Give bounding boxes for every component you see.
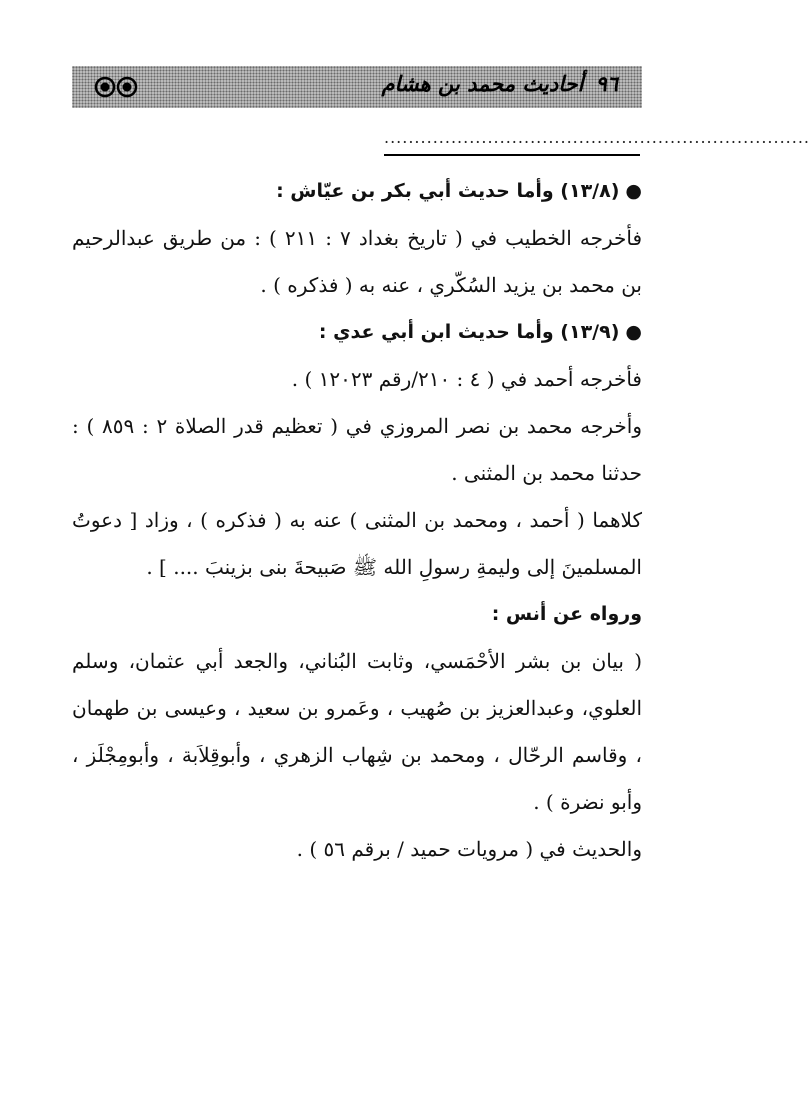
section-heading-text: (١٣/٨) وأما حديث أبي بكر بن عيّاش :	[276, 180, 620, 202]
subheading: ورواه عن أنس :	[491, 603, 642, 625]
page-number: ٩٦	[595, 72, 618, 96]
paragraph: فأخرجه الخطيب في ( تاريخ بغداد ٧ : ٢١١ ) : من طريق عبدالرحيم بن محمد بن يزيد السُكّري ، عنه به ( فذكره ) .	[72, 226, 642, 297]
bullet-icon: ●	[625, 180, 642, 202]
running-head	[381, 72, 618, 96]
book-title: أحاديث محمد بن هشام	[381, 72, 584, 96]
bullet-icon: ●	[625, 321, 642, 343]
header-rule	[384, 154, 640, 156]
section-heading	[72, 168, 642, 215]
section-heading-text: (١٣/٩) وأما حديث ابن أبي عدي :	[318, 321, 620, 343]
paragraph: ( بيان بن بشر الأحْمَسي، وثابت البُناني، والجعد أبي عثمان، وسلم العلوي، وعبدالعزيز بن صُهيب ، وعَمرو بن سعيد ، وعيسى بن طهمان ، وقاسم الرحّال ، ومحمد بن شِهاب الزهري ، وأبوقِلاَبة ، وأبومِجْلَز ، وأبو نضرة ) .	[72, 649, 642, 814]
page-body	[72, 168, 642, 873]
dot-leader: ......................................................................	[384, 128, 810, 147]
paragraph: وأخرجه محمد بن نصر المروزي في ( تعظيم قدر الصلاة ٢ : ٨٥٩ ) : حدثنا محمد بن المثنى .	[72, 414, 642, 485]
page-header	[72, 66, 642, 108]
section-heading	[72, 309, 642, 356]
paragraph: فأخرجه أحمد في ( ٤ : ٢١٠/رقم ١٢٠٢٣ ) .	[291, 367, 642, 391]
paragraph: كلاهما ( أحمد ، ومحمد بن المثنى ) عنه به ( فذكره ) ، وزاد [ دعوتُ المسلمينَ إلى وليمةِ رسولِ الله ﷺ صَبيحةَ بنى بزينبَ .... ] .	[72, 508, 642, 579]
paragraph: والحديث في ( مرويات حميد / برقم ٥٦ ) .	[296, 837, 642, 861]
double-circle-ornament-icon	[94, 76, 138, 98]
